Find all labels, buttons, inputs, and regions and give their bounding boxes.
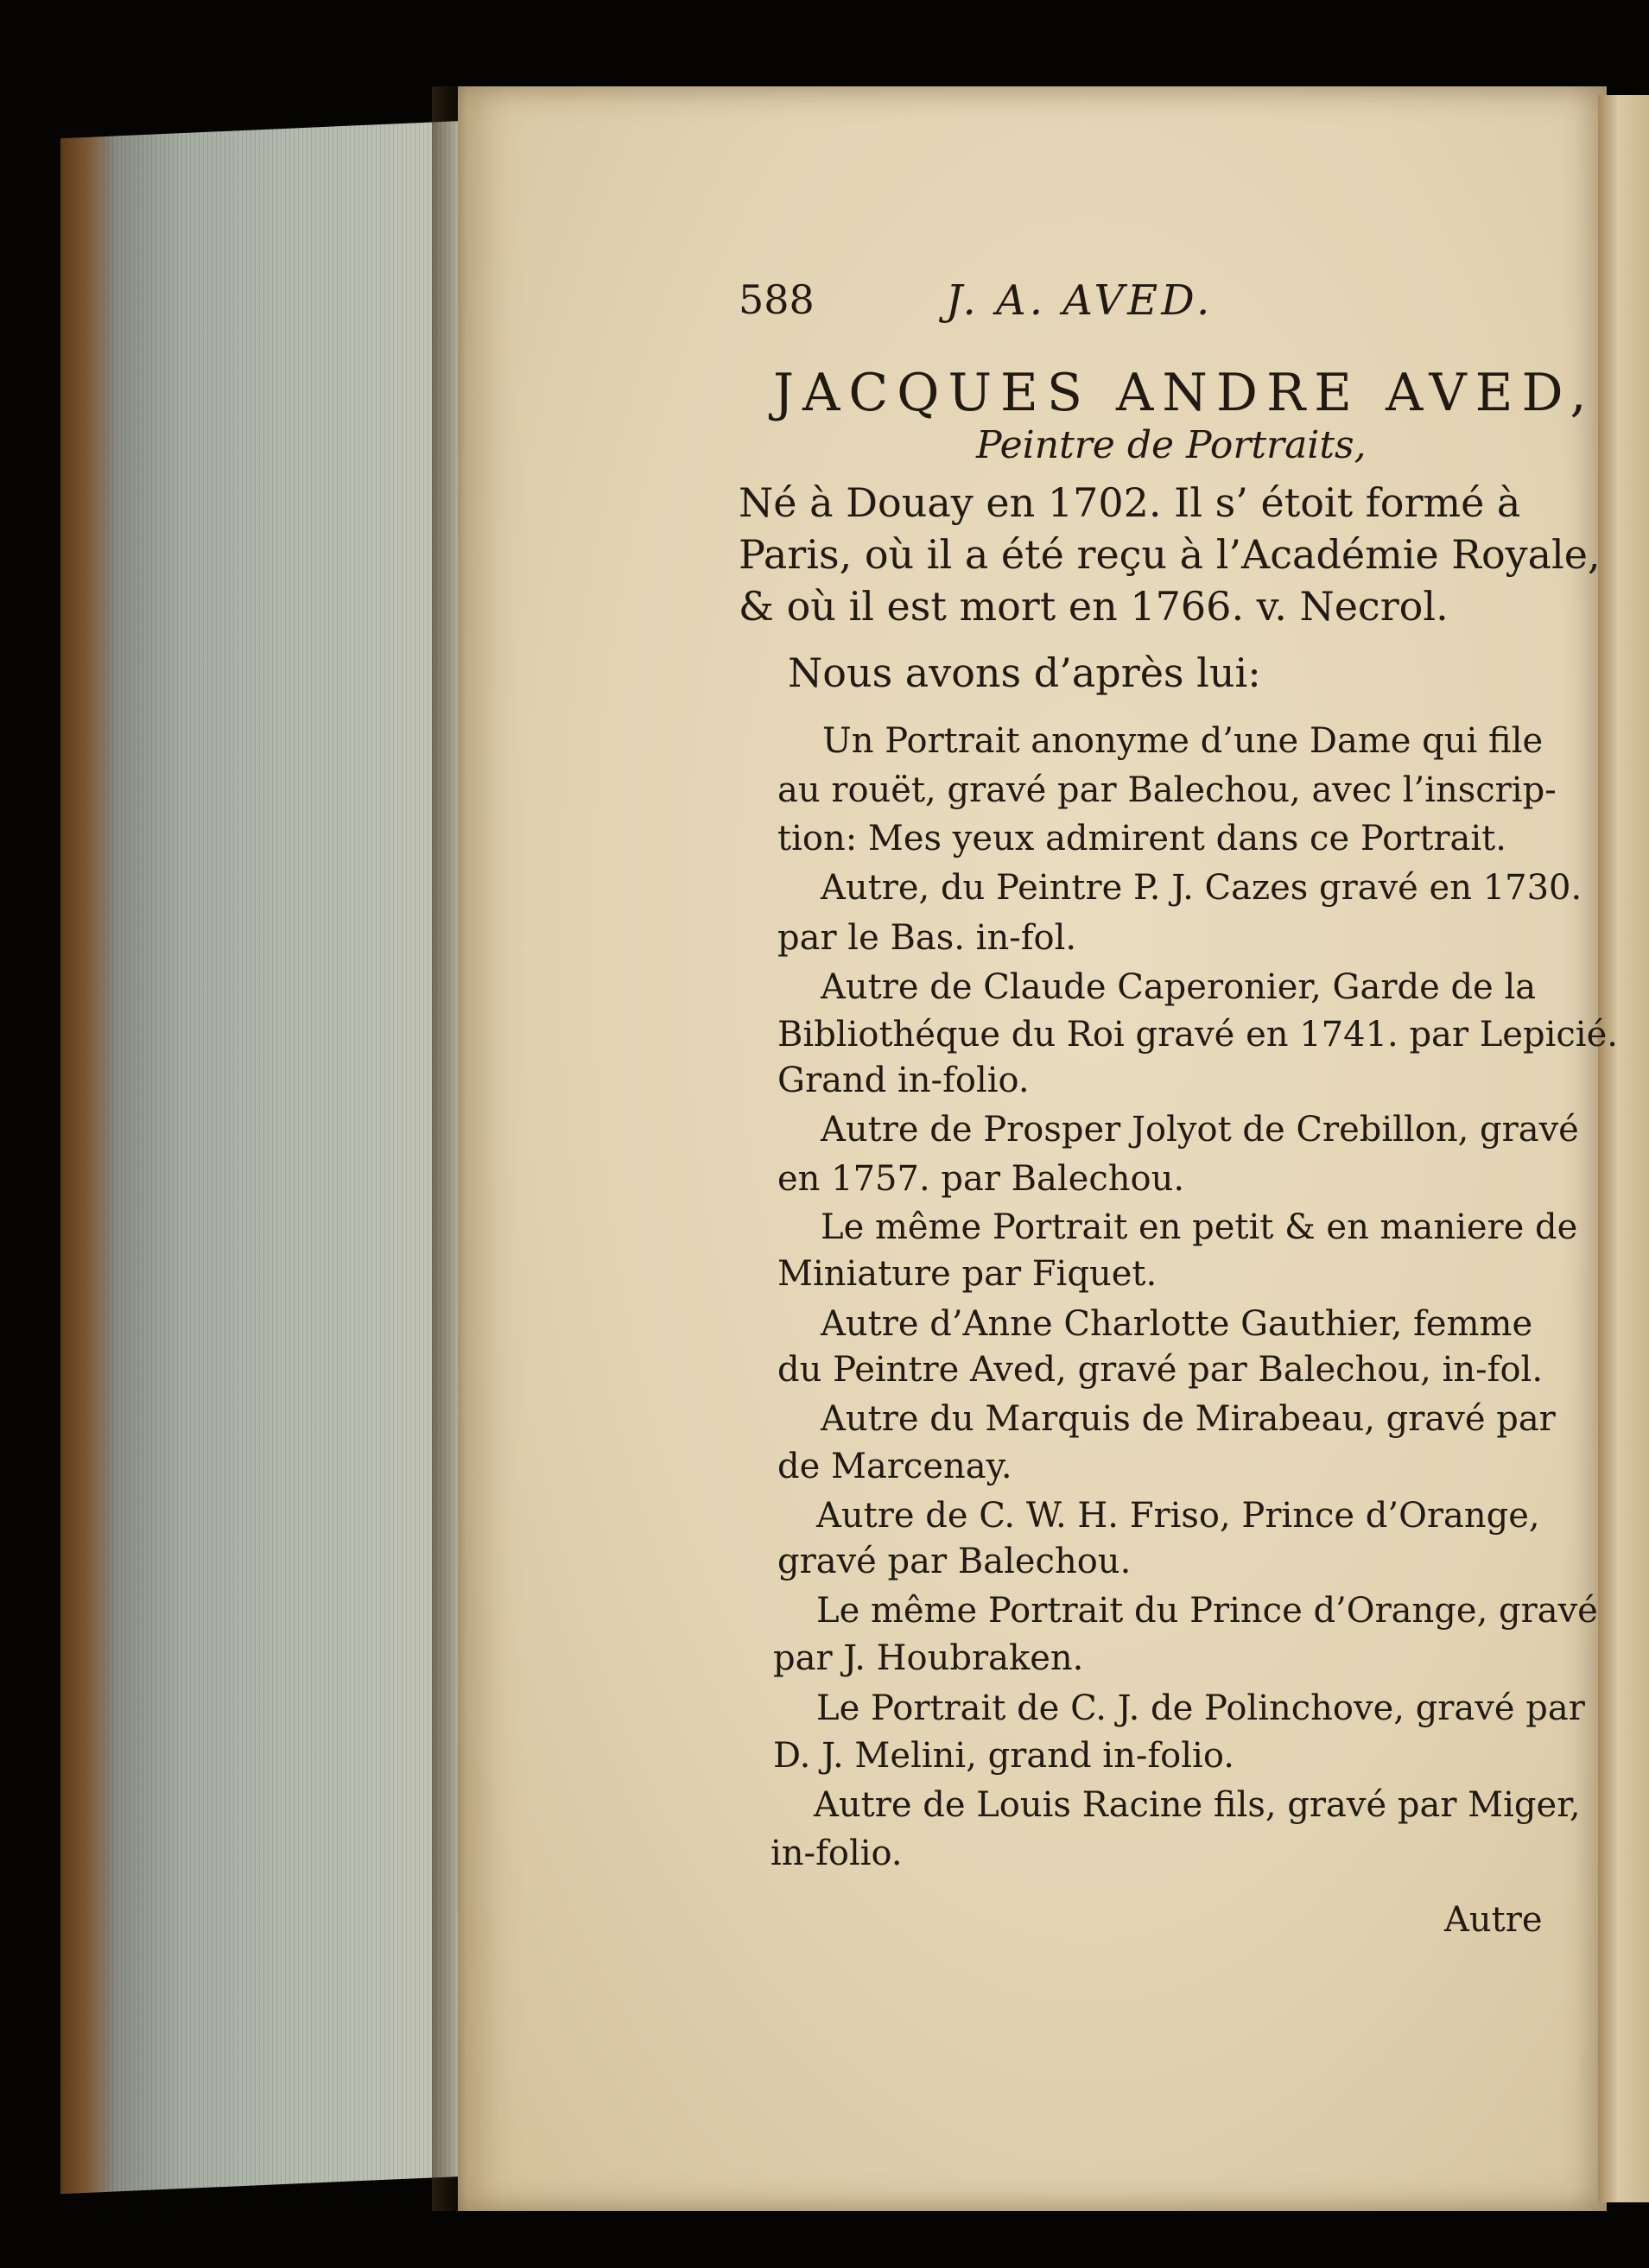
entry-line: Autre du Marquis de Mirabeau, gravé par <box>821 1399 1556 1439</box>
entry-line: de Marcenay. <box>777 1447 1012 1486</box>
intro-line: & où il est mort en 1766. v. Necrol. <box>739 583 1449 630</box>
entry-line: Autre de Prosper Jolyot de Crebillon, gravé <box>821 1110 1579 1150</box>
entry-line: tion: Mes yeux admirent dans ce Portrait. <box>777 819 1506 858</box>
entry-line: Autre de Claude Caperonier, Garde de la <box>821 967 1537 1007</box>
entry-line: in-folio. <box>771 1834 903 1873</box>
entry-line: au rouët, gravé par Balechou, avec l’inscrip- <box>777 770 1557 810</box>
next-page-edge <box>1598 95 1649 2202</box>
entry-line: Miniature par Fiquet. <box>777 1254 1157 1294</box>
entry-line: Bibliothéque du Roi gravé en 1741. par Lepicié. <box>777 1015 1618 1055</box>
entry-line: en 1757. par Balechou. <box>777 1159 1185 1199</box>
entry-line: du Peintre Aved, gravé par Balechou, in-fol. <box>777 1350 1544 1390</box>
spine-shadow <box>432 86 466 2211</box>
entry-line: Autre de Louis Racine fils, gravé par Miger, <box>814 1785 1581 1825</box>
entry-line: Autre, du Peintre P. J. Cazes gravé en 1730. <box>821 868 1582 908</box>
running-title: J. A. AVED. <box>946 276 1214 325</box>
entry-line: Autre d’Anne Charlotte Gauthier, femme <box>821 1304 1533 1344</box>
page-number: 588 <box>739 276 815 323</box>
entry-line: Un Portrait anonyme d’une Dame qui file <box>822 721 1544 761</box>
intro-line: Paris, où il a été reçu à l’Académie Royale, <box>739 531 1601 578</box>
entry-line: Le même Portrait en petit & en maniere de <box>821 1207 1578 1247</box>
artist-subtitle: Peintre de Portraits, <box>976 423 1367 467</box>
entry-line: Grand in-folio. <box>777 1061 1030 1100</box>
entry-line: Le même Portrait du Prince d’Orange, gravé <box>816 1591 1598 1631</box>
intro-after: Nous avons d’après lui: <box>788 649 1261 696</box>
entry-line: Autre de C. W. H. Friso, Prince d’Orange, <box>816 1496 1540 1536</box>
artist-name-heading: JACQUES ANDRE AVED, <box>773 363 1595 423</box>
catchword: Autre <box>1444 1900 1543 1940</box>
intro-line: Né à Douay en 1702. Il s’ étoit formé à <box>739 479 1521 526</box>
entry-line: par J. Houbraken. <box>773 1638 1084 1678</box>
entry-line: par le Bas. in-fol. <box>777 918 1077 958</box>
page-edge-lines <box>104 113 458 2219</box>
entry-line: gravé par Balechou. <box>777 1542 1132 1581</box>
entry-line: D. J. Melini, grand in-folio. <box>773 1736 1234 1776</box>
entry-line: Le Portrait de C. J. de Polinchove, gravé par <box>816 1688 1585 1728</box>
